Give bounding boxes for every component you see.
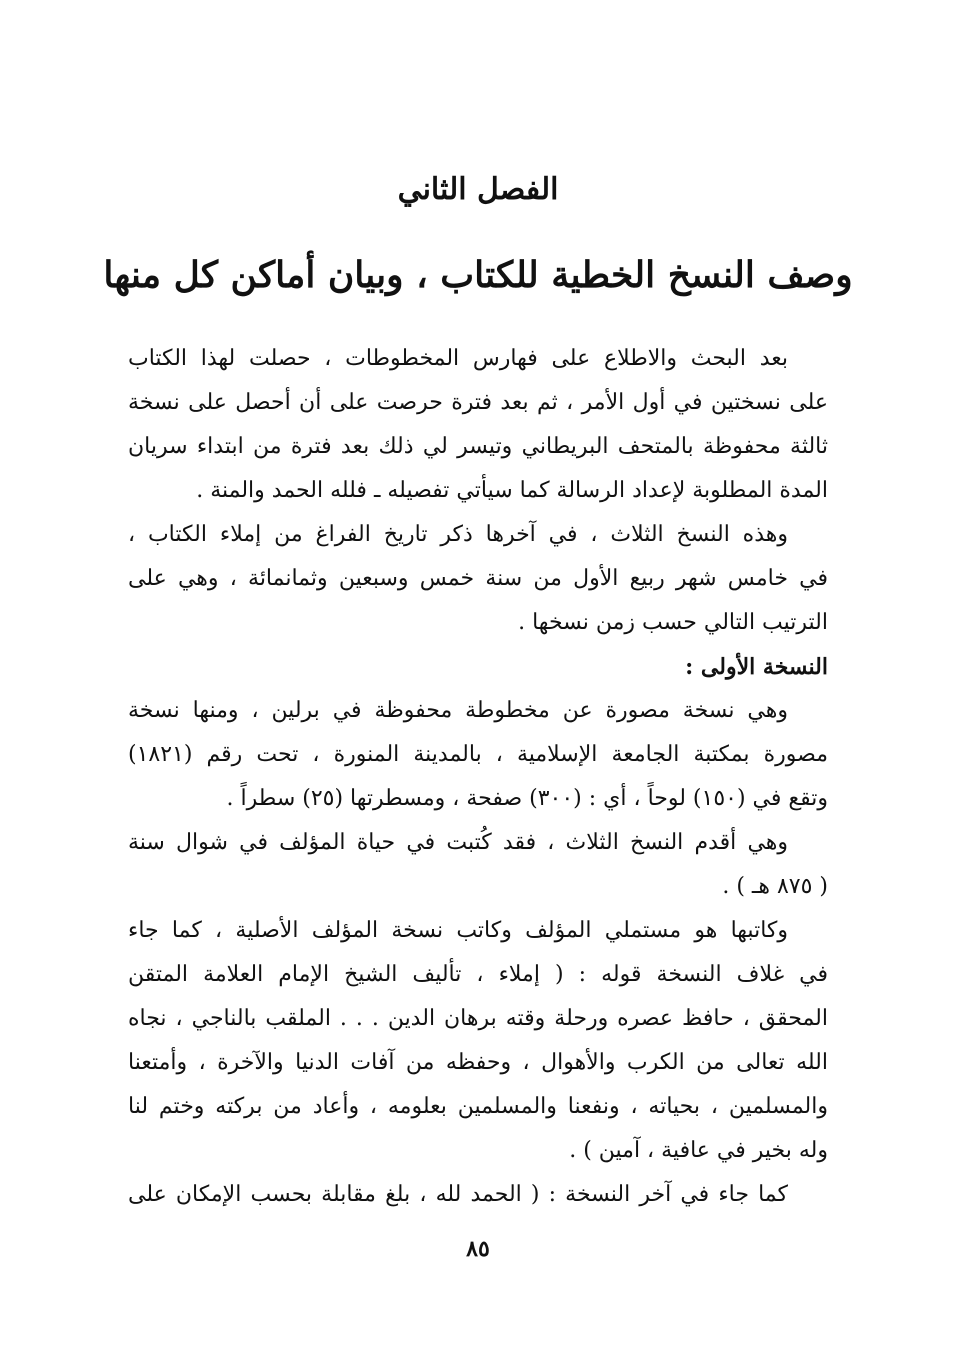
page-number: ٨٥ (466, 1236, 490, 1262)
section-title: وصف النسخ الخطية للكتاب ، وبيان أماكن كل منها (103, 254, 853, 296)
text-line: وكاتبها هو مستملي المؤلف وكاتب نسخة المؤلف الأصلية ، كما جاء (128, 918, 788, 943)
text-line: وهي أقدم النسخ الثلاث ، فقد كُتبت في حياة المؤلف في شوال سنة (128, 830, 788, 855)
text-line: ( ٨٧٥ هـ ) . (722, 874, 828, 899)
text-line: المحقق ، حافظ عصره ورحلة وقته برهان الدين . . . الملقب بالناجي ، نجاه (128, 1006, 828, 1031)
text-line: الترتيب التالي حسب زمن نسخها . (518, 610, 828, 635)
text-line: مصورة بمكتبة الجامعة الإسلامية ، بالمدينة المنورة ، تحت رقم (١٨٢١) (128, 742, 828, 767)
subheading-first-copy: النسخة الأولى : (685, 654, 828, 680)
chapter-title: الفصل الثاني (397, 172, 559, 207)
text-line: كما جاء في آخر النسخة : ( الحمد لله ، بلغ مقابلة بحسب الإمكان على (128, 1182, 788, 1207)
text-line: وله بخير في عافية ، آمين ) . (569, 1138, 828, 1163)
text-line: وهي نسخة مصورة عن مخطوطة محفوظة في برلين ، ومنها نسخة (128, 698, 788, 723)
text-line: المدة المطلوبة لإعداد الرسالة كما سيأتي تفصيله ـ فلله الحمد والمنة . (196, 478, 828, 503)
text-line: في خامس شهر ربيع الأول من سنة خمس وسبعين وثمانمائة ، وهي على (128, 566, 828, 591)
text-line: الله تعالى من الكرب والأهوال ، وحفظه من آفات الدنيا والآخرة ، وأمتعنا (128, 1050, 828, 1075)
text-line: وهذه النسخ الثلاث ، في آخرها ذكر تاريخ الفراغ من إملاء الكتاب ، (128, 522, 788, 547)
body-text (128, 337, 828, 1217)
text-line: ثالثة محفوظة بالمتحف البريطاني وتيسر لي ذلك بعد فترة من ابتداء سريان (128, 434, 828, 459)
text-line: والمسلمين ، بحياته ، ونفعنا والمسلمين بعلومه ، وأعاد من بركته وختم لنا (128, 1094, 828, 1119)
text-line: في غلاف النسخة قوله : ( إملاء ، تأليف الشيخ الإمام العلامة المتقن (128, 962, 828, 987)
text-line: وتقع في (١٥٠) لوحاً ، أي : (٣٠٠) صفحة ، ومسطرتها (٢٥) سطراً . (226, 786, 828, 811)
text-line: على نسختين في أول الأمر ، ثم بعد فترة حرصت على أن أحصل على نسخة (128, 390, 828, 415)
text-line: بعد البحث والاطلاع على فهارس المخطوطات ، حصلت لهذا الكتاب (128, 346, 788, 371)
